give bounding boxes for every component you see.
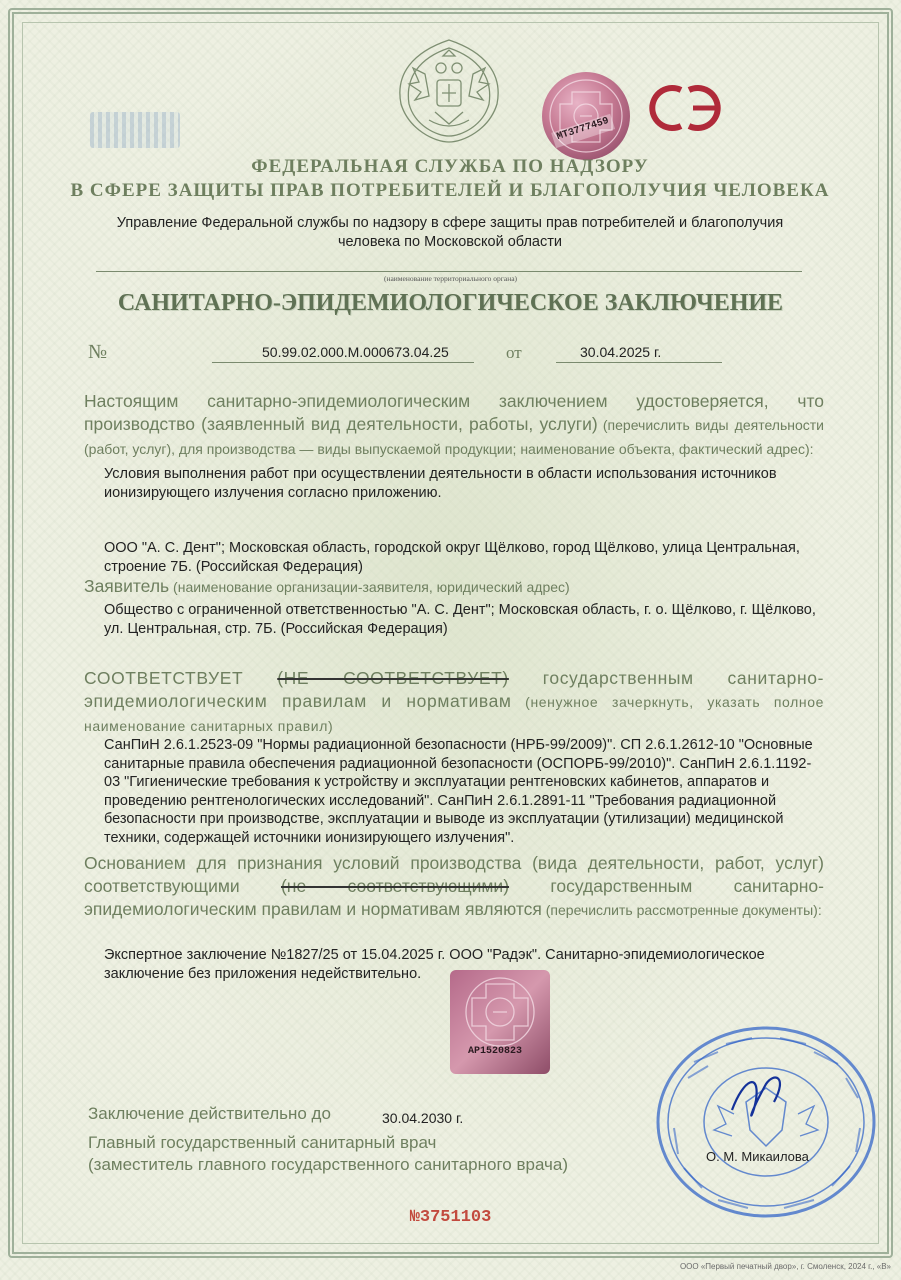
- hologram-sticker-icon: [448, 968, 552, 1076]
- agency-name-line2: В СФЕРЕ ЗАЩИТЫ ПРАВ ПОТРЕБИТЕЛЕЙ И БЛАГОПОЛУЧИЯ ЧЕЛОВЕКА: [70, 180, 830, 201]
- blurred-mark: [90, 112, 180, 148]
- deputy-chief-doctor-title: (заместитель главного государственного санитарного врача): [88, 1155, 568, 1174]
- basis-text-b: государственным санитарно-эпидемиологическим правилам и нормативам являются: [84, 876, 824, 919]
- hologram-middle-code: АР1520823: [468, 1046, 523, 1057]
- applicant-note: (наименование организации-заявителя, юридический адрес): [169, 579, 570, 595]
- chief-doctor-title: Главный государственный санитарный врач: [88, 1133, 437, 1152]
- sanepid-logo-icon: [645, 80, 731, 136]
- not-complies-struck: (НЕ СООТВЕТСТВУЕТ): [277, 668, 509, 688]
- basis-struck: (не соответствующими): [280, 876, 510, 896]
- facility-address: ООО "А. С. Дент"; Московская область, городской округ Щёлково, город Щёлково, улица Центральная, строение 7Б. (Российская Федерация): [104, 540, 800, 575]
- territorial-body-caption: (наименование территориального органа): [383, 274, 518, 283]
- applicant-value: Общество с ограниченной ответственностью "А. С. Дент"; Московская область, г. о. Щёлково, г. Щёлково, ул. Центральная, стр. 7Б. (Российская Федерация): [104, 602, 816, 637]
- territorial-body: [80, 214, 820, 252]
- date-label: от: [506, 343, 522, 362]
- validity-date: 30.04.2030 г.: [382, 1110, 464, 1126]
- division-line2: человека по Московской области: [338, 234, 562, 250]
- number-sign: №: [88, 341, 108, 363]
- document-date: 30.04.2025 г.: [580, 344, 662, 360]
- signatory-name: О. М. Микаилова: [706, 1149, 809, 1164]
- compliance-rest: государственным санитарно-эпидемиологическим правилам и нормативам: [84, 668, 824, 711]
- document-title: САНИТАРНО-ЭПИДЕМИОЛОГИЧЕСКОЕ ЗАКЛЮЧЕНИЕ: [117, 290, 784, 316]
- blank-serial-number: №3751103: [409, 1208, 492, 1227]
- applicant-heading: [84, 575, 824, 599]
- basis-statement: [84, 852, 824, 922]
- validity-label: Заключение действительно до: [88, 1104, 331, 1123]
- printer-imprint: ООО «Первый печатный двор», г. Смоленск, 2024 г., «В»: [679, 1262, 891, 1271]
- coat-of-arms-emblem-icon: [385, 34, 513, 146]
- basis-note: (перечислить рассмотренные документы):: [541, 902, 822, 918]
- compliance-note: (ненужное зачеркнуть, указать полное наименование санитарных правил): [84, 694, 824, 734]
- divider-line: [96, 271, 802, 272]
- basis-text-a: Основанием для признания условий производства (вида деятельности, работ, услуг) соответствующими: [84, 853, 824, 896]
- intro-note-continued: деятельности (работ, услуг), для производства — виды выпускаемой продукции; наименование объекта, фактический адрес):: [84, 417, 824, 457]
- compliance-statement: [84, 667, 824, 738]
- intro-line1: Настоящим санитарно-эпидемиологическим заключением удостоверяется, что: [84, 391, 824, 411]
- intro-line2-note: (перечислить виды: [597, 417, 729, 433]
- number-underline: [212, 362, 474, 363]
- document-number: 50.99.02.000.М.000673.04.25: [262, 344, 449, 360]
- sanitary-standards: СанПиН 2.6.1.2523-09 "Нормы радиационной безопасности (НРБ-99/2009)". СП 2.6.1.2612-10 "Основные санитарные правила обеспечения радиационной безопасности (ОСПОРБ-99/2010)". СанПиН 2.6.1.1192-03 "Гигиенические требования к устройству и эксплуатации рентгеновских кабинетов, аппаратов и проведению рентгенологических исследований". СанПиН 2.6.1.2891-11 "Требования радиационной безопасности при производстве, эксплуатации и выводе из эксплуатации (утилизации) медицинской техники, содержащей источники ионизирующего излучения".: [104, 737, 813, 846]
- official-round-stamp-icon: [648, 1018, 880, 1220]
- applicant-label: Заявитель: [84, 576, 170, 596]
- certification-intro: [84, 390, 824, 461]
- intro-line2-main: производство (заявленный вид деятельности, работы, услуги): [84, 414, 598, 434]
- agency-name-line1: ФЕДЕРАЛЬНАЯ СЛУЖБА ПО НАДЗОРУ: [251, 156, 649, 177]
- complies-text: СООТВЕТСТВУЕТ: [84, 668, 244, 688]
- activity-description: Условия выполнения работ при осуществлении деятельности в области использования источников ионизирующего излучения согласно приложению.: [104, 466, 777, 501]
- basis-documents: Экспертное заключение №1827/25 от 15.04.2025 г. ООО "Радэк". Санитарно-эпидемиологическое заключение без приложения недействительно.: [104, 947, 765, 982]
- date-underline: [556, 362, 722, 363]
- hologram-top-code: МТ3777459: [555, 115, 611, 144]
- hologram-seal-icon: [540, 70, 632, 162]
- division-line1: Управление Федеральной службы по надзору в сфере защиты прав потребителей и благополучия: [116, 215, 784, 231]
